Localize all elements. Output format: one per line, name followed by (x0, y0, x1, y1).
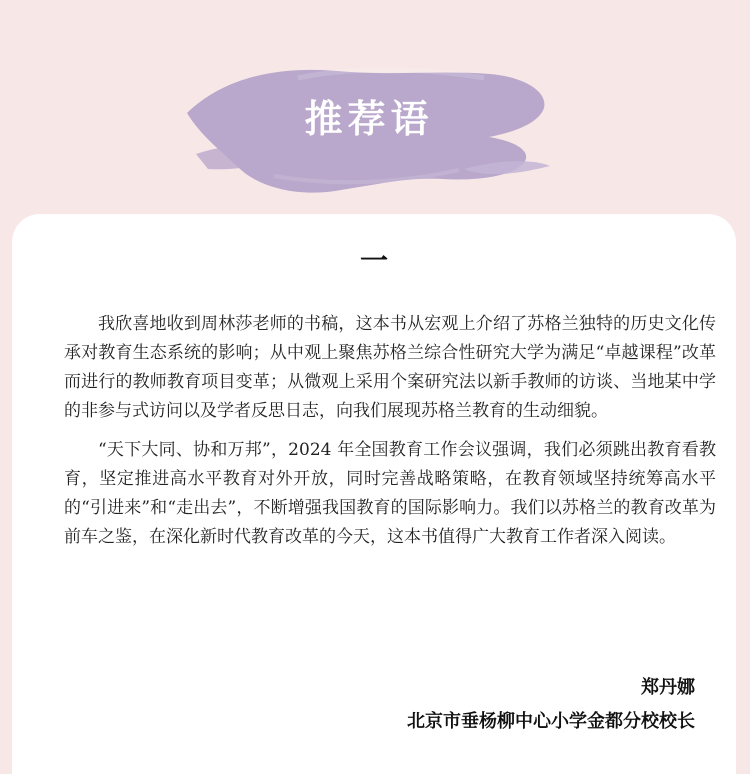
author-name: 郑丹娜 (641, 677, 695, 697)
section-number: 一 (359, 244, 388, 277)
paragraph-1: 我欣喜地收到周林莎老师的书稿，这本书从宏观上介绍了苏格兰独特的历史文化传承对教育生态系统的影响；从中观上聚焦苏格兰综合性研究大学为满足“卓越课程”改革而进行的教师教育项目变革；从微观上采用个案研究法以新手教师的访谈、当地某中学的非参与式访问以及学者反思日志，向我们展现苏格兰教育的生动细貌。 (64, 314, 716, 421)
content-card (12, 214, 736, 774)
recommendation-text (64, 310, 716, 552)
paragraph-2: “天下大同、协和万邦”，2024 年全国教育工作会议强调，我们必须跳出教育看教育，坚定推进高水平教育对外开放，同时完善战略策略，在教育领域坚持统筹高水平的“引进来”和“走出去”，不断增强我国教育的国际影响力。我们以苏格兰的教育改革为前车之鉴，在深化新时代教育改革的今天，这本书值得广大教育工作者深入阅读。 (64, 440, 716, 547)
author-title: 北京市垂杨柳中心小学金都分校校长 (407, 711, 695, 731)
page-title: 推荐语 (304, 96, 434, 141)
title-banner (178, 58, 560, 200)
